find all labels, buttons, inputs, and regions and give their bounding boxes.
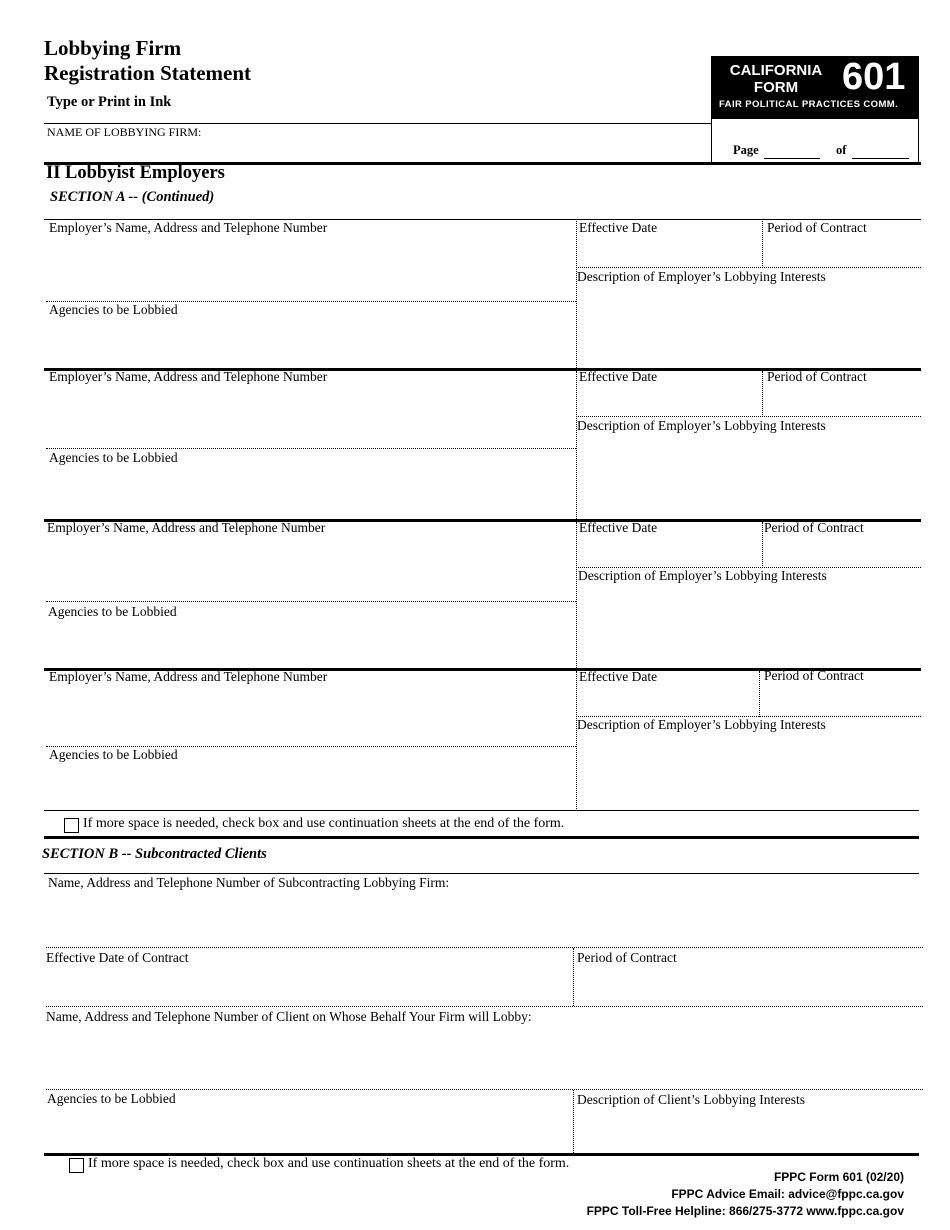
lobbying-interests-label: Description of Employer’s Lobbying Interests: [577, 717, 826, 732]
type-or-print-note: Type or Print in Ink: [47, 94, 172, 110]
agencies-label: Agencies to be Lobbied: [49, 450, 178, 465]
section-b-divider-2: [46, 1006, 923, 1007]
footer: [587, 1169, 904, 1220]
form-title-line2: Registration Statement: [44, 61, 252, 85]
employer-name-field[interactable]: [46, 386, 574, 446]
section-a-continuation-text: If more space is needed, check box and use continuation sheets at the end of the form.: [83, 816, 565, 831]
employer-block-1: [0, 219, 950, 368]
effective-date-label: Effective Date: [579, 520, 658, 535]
agency-label: FAIR POLITICAL PRACTICES COMM.: [719, 99, 899, 110]
footer-advice-email: FPPC Advice Email: advice@fppc.ca.gov: [671, 1187, 904, 1201]
form-badge: [711, 56, 919, 164]
client-label: Name, Address and Telephone Number of Client on Whose Behalf Your Firm will Lobby:: [46, 1009, 532, 1024]
effective-date-label: Effective Date: [579, 669, 658, 684]
employer-block-4: [0, 668, 950, 811]
form-badge-header: [712, 57, 918, 119]
client-interests-field[interactable]: [576, 1110, 919, 1151]
effective-date-label: Effective Date: [579, 220, 658, 235]
period-of-contract-label: Period of Contract: [767, 369, 867, 384]
employer-name-label: Employer’s Name, Address and Telephone Number: [49, 669, 328, 684]
section-b-continuation-text: If more space is needed, check box and use continuation sheets at the end of the form.: [88, 1156, 570, 1171]
employer-block-3: [0, 519, 950, 668]
lobbying-interests-field[interactable]: [579, 735, 919, 809]
lobbying-interests-label: Description of Employer’s Lobbying Interests: [577, 269, 826, 284]
sb-period-of-contract-field[interactable]: [576, 968, 919, 1004]
effective-date-field[interactable]: [579, 537, 759, 565]
employer-block-2: [0, 368, 950, 519]
period-of-contract-label: Period of Contract: [764, 668, 864, 683]
california-label: CALIFORNIA: [729, 62, 823, 79]
form-title: [44, 36, 251, 86]
employer-name-field[interactable]: [46, 686, 574, 744]
section-a-continuation-checkbox[interactable]: [64, 818, 79, 833]
employer-name-label: Employer’s Name, Address and Telephone Number: [47, 520, 326, 535]
section-b-vertical-divider-1: [573, 948, 574, 1006]
sb-period-of-contract-label: Period of Contract: [577, 950, 677, 965]
subcontracting-firm-field[interactable]: [46, 893, 919, 945]
section-b-continuation-checkbox[interactable]: [69, 1158, 84, 1173]
period-of-contract-field[interactable]: [762, 686, 919, 714]
employer-name-field[interactable]: [46, 537, 574, 599]
firm-name-label: NAME OF LOBBYING FIRM:: [47, 125, 202, 139]
subcontracting-firm-label: Name, Address and Telephone Number of Subcontracting Lobbying Firm:: [48, 875, 450, 890]
footer-helpline: FPPC Toll-Free Helpline: 866/275-3772 www.fppc.ca.gov: [586, 1204, 904, 1218]
period-of-contract-field[interactable]: [765, 386, 919, 414]
lobbying-interests-field[interactable]: [579, 287, 919, 365]
section-b-vertical-divider-2: [573, 1090, 574, 1153]
section-b-top-rule: [44, 836, 919, 839]
form-label: FORM: [753, 79, 799, 96]
sb-agencies-label: Agencies to be Lobbied: [47, 1091, 176, 1106]
agencies-label: Agencies to be Lobbied: [49, 747, 178, 762]
agencies-field[interactable]: [46, 468, 574, 516]
effective-date-field[interactable]: [579, 686, 757, 714]
agencies-field[interactable]: [46, 319, 574, 365]
effective-date-label: Effective Date: [579, 369, 658, 384]
employer-name-label: Employer’s Name, Address and Telephone Number: [49, 220, 328, 235]
lobbying-interests-label: Description of Employer’s Lobbying Interests: [578, 568, 827, 583]
client-interests-label: Description of Client’s Lobbying Interests: [577, 1092, 805, 1107]
footer-form-id: FPPC Form 601 (02/20): [773, 1170, 904, 1184]
section-a-heading: SECTION A -- (Continued): [50, 189, 215, 205]
of-label: of: [836, 143, 847, 157]
section-b-divider-3: [46, 1089, 923, 1090]
section-b-divider-1: [46, 947, 923, 948]
section-a-bottom-rule: [44, 810, 919, 811]
firm-name-field[interactable]: [44, 135, 710, 162]
employer-name-field[interactable]: [46, 237, 574, 299]
sb-agencies-field[interactable]: [46, 1109, 570, 1151]
section-ii-heading: II Lobbyist Employers: [46, 163, 225, 183]
lobbying-interests-field[interactable]: [579, 436, 919, 516]
client-field[interactable]: [46, 1027, 919, 1087]
employer-name-label: Employer’s Name, Address and Telephone Number: [49, 369, 328, 384]
period-of-contract-field[interactable]: [765, 237, 919, 265]
section-b-heading-rule: [44, 873, 919, 874]
agencies-field[interactable]: [46, 622, 574, 666]
total-pages-field[interactable]: [852, 158, 909, 159]
period-of-contract-label: Period of Contract: [764, 520, 864, 535]
agencies-label: Agencies to be Lobbied: [48, 604, 177, 619]
firm-name-top-rule: [44, 123, 712, 124]
form-number: 601: [842, 56, 906, 98]
effective-date-of-contract-label: Effective Date of Contract: [46, 950, 189, 965]
agencies-field[interactable]: [46, 765, 574, 809]
page-label: Page: [733, 143, 759, 157]
effective-date-field[interactable]: [579, 237, 759, 265]
agencies-label: Agencies to be Lobbied: [49, 302, 178, 317]
form-title-line1: Lobbying Firm: [44, 36, 182, 60]
lobbying-interests-field[interactable]: [579, 586, 919, 666]
lobbying-interests-label: Description of Employer’s Lobbying Interests: [577, 418, 826, 433]
section-b-heading: SECTION B -- Subcontracted Clients: [42, 846, 267, 862]
period-of-contract-label: Period of Contract: [767, 220, 867, 235]
effective-date-field[interactable]: [579, 386, 759, 414]
effective-date-of-contract-field[interactable]: [46, 968, 570, 1004]
period-of-contract-field[interactable]: [765, 537, 919, 565]
page-number-field[interactable]: [764, 158, 820, 159]
